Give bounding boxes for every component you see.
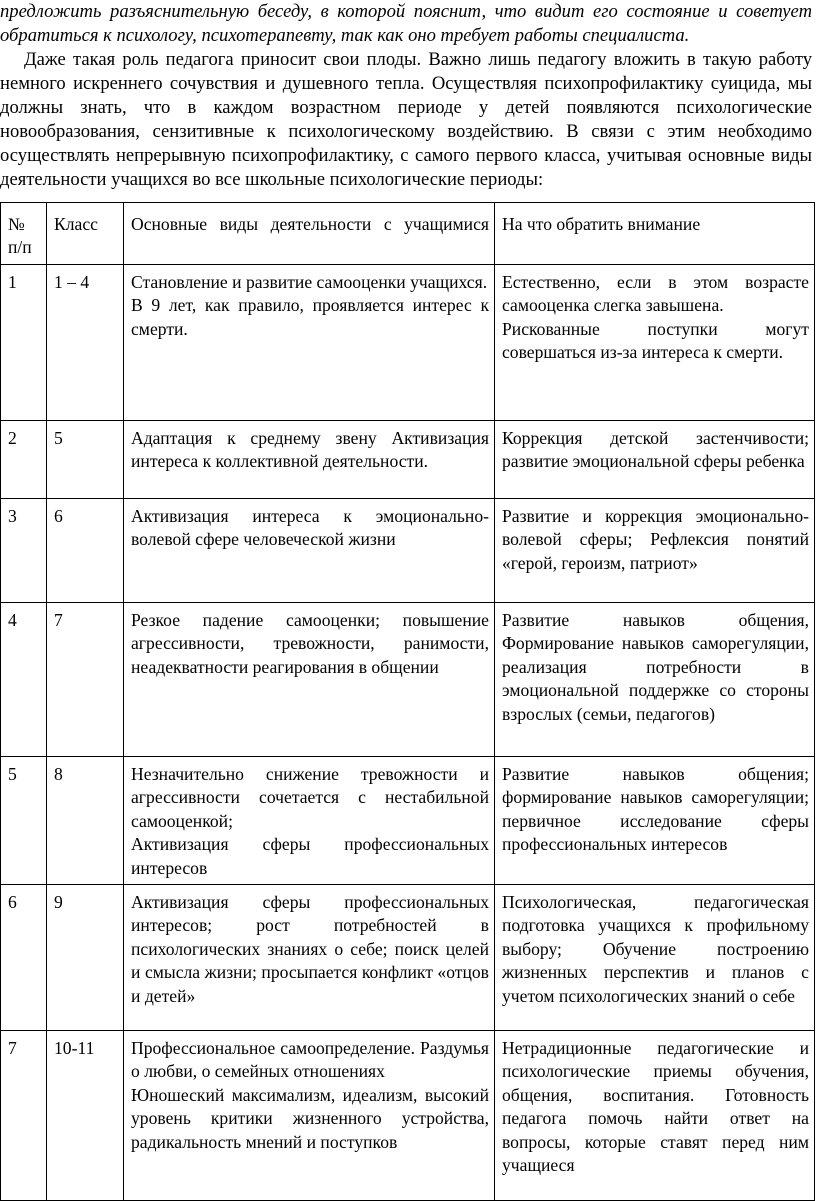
- row-activities: [124, 603, 495, 757]
- header-num: № п/п: [1, 203, 47, 265]
- activity-text: Активизация интереса к эмоционально-волевой сфере человеческой жизни: [131, 506, 489, 550]
- row-activities: [124, 265, 495, 421]
- table-row: [1, 603, 815, 757]
- attention-text: Развитие и коррекция эмоционально-волевой сферы; Рефлексия понятий «герой, героизм, патриот»: [502, 506, 809, 573]
- row-attention: [495, 499, 815, 603]
- activity-text: Резкое падение самооценки; повышение агрессивности, тревожности, ранимости, неадекватности реагирования в общении: [131, 610, 489, 677]
- row-attention: [495, 1031, 815, 1201]
- intro-paragraph: Даже такая роль педагога приносит свои плоды. Важно лишь педагогу вложить в такую работу немного искреннего сочувствия и душевного тепла. Осуществляя психопрофилактику суицида, мы должны знать, что в каждом возрастном периоде у детей появляются психологические новообразования, сензитивные к психологическому воздействию. В связи с этим необходимо осуществлять непрерывную психопрофилактику, с самого первого класса, учитывая основные виды деятельности учащихся во все школьные психологические периоды:: [0, 49, 812, 190]
- table-row: [1, 885, 815, 1031]
- row-num: 4: [1, 603, 47, 757]
- row-class: 5: [47, 421, 124, 499]
- header-attention: На что обратить внимание: [495, 203, 815, 265]
- activity-text: Профессиональное самоопределение. Раздумья о любви, о семейных отношениях: [131, 1038, 489, 1082]
- row-activities: [124, 421, 495, 499]
- row-num: 2: [1, 421, 47, 499]
- row-attention: [495, 421, 815, 499]
- row-attention: [495, 885, 815, 1031]
- row-activities: [124, 885, 495, 1031]
- activity-text: Незначительно снижение тревожности и агрессивности сочетается с нестабильной самооценкой;: [131, 764, 489, 831]
- attention-text: Развитие навыков общения; формирование навыков саморегуляции; первичное исследование сферы профессиональных интересов: [502, 764, 809, 855]
- table-row: [1, 1031, 815, 1201]
- attention-text: Коррекция детской застенчивости; развитие эмоциональной сферы ребенка: [502, 428, 809, 472]
- age-periods-table: [0, 202, 815, 1201]
- row-class: 9: [47, 885, 124, 1031]
- activity-text: В 9 лет, как правило, проявляется интерес к смерти.: [131, 295, 489, 339]
- table-row: [1, 757, 815, 885]
- activity-text: Становление и развитие самооценки учащихся.: [131, 272, 488, 292]
- activity-text: Активизация сферы профессиональных интересов; рост потребностей в психологических знаниях о себе; поиск целей и смысла жизни; просыпается конфликт «отцов и детей»: [131, 892, 489, 1006]
- attention-text: Нетрадиционные педагогические и психологические приемы обучения, общения, воспитания. Готовность педагога помочь найти ответ на вопросы, которые ставят перед ним учащиеся: [502, 1038, 809, 1176]
- header-class: Класс: [47, 203, 124, 265]
- row-activities: [124, 1031, 495, 1201]
- row-class: 8: [47, 757, 124, 885]
- row-activities: [124, 499, 495, 603]
- row-attention: [495, 265, 815, 421]
- row-num: 7: [1, 1031, 47, 1201]
- intro-italic-paragraph: предложить разъяснительную беседу, в которой пояснит, что видит его состояние и советует обратиться к психологу, психотерапевту, так как оно требует работы специалиста.: [0, 1, 812, 46]
- attention-text: Психологическая, педагогическая подготовка учащихся к профильному выбору; Обучение построению жизненных перспектив и планов с учетом психологических знаний о себе: [502, 892, 809, 1006]
- row-class: 7: [47, 603, 124, 757]
- row-attention: [495, 603, 815, 757]
- row-activities: [124, 757, 495, 885]
- row-class: 10-11: [47, 1031, 124, 1201]
- row-num: 6: [1, 885, 47, 1031]
- attention-text: Рискованные поступки могут совершаться из-за интереса к смерти.: [502, 318, 809, 363]
- row-class: 1 – 4: [47, 265, 124, 421]
- row-attention: [495, 757, 815, 885]
- table-header-row: [1, 203, 815, 265]
- row-num: 5: [1, 757, 47, 885]
- activity-text: Адаптация к среднему звену Активизация интереса к коллективной деятельности.: [131, 428, 489, 472]
- row-num: 3: [1, 499, 47, 603]
- attention-text: Естественно, если в этом возрасте самооценка слегка завышена.: [502, 272, 809, 316]
- header-activities: Основные виды деятельности с учащимися: [124, 203, 495, 265]
- intro-text: [0, 0, 812, 192]
- activity-text: Юношеский максимализм, идеализм, высокий уровень критики жизненного устройства, радикальность мнений и поступков: [131, 1084, 489, 1152]
- table-row: [1, 265, 815, 421]
- row-num: 1: [1, 265, 47, 421]
- table-row: [1, 421, 815, 499]
- row-class: 6: [47, 499, 124, 603]
- activity-text: Активизация сферы профессиональных интересов: [131, 834, 489, 878]
- attention-text: Развитие навыков общения, Формирование навыков саморегуляции, реализация потребности в эмоциональной поддержке со стороны взрослых (семьи, педагогов): [502, 610, 809, 724]
- table-row: [1, 499, 815, 603]
